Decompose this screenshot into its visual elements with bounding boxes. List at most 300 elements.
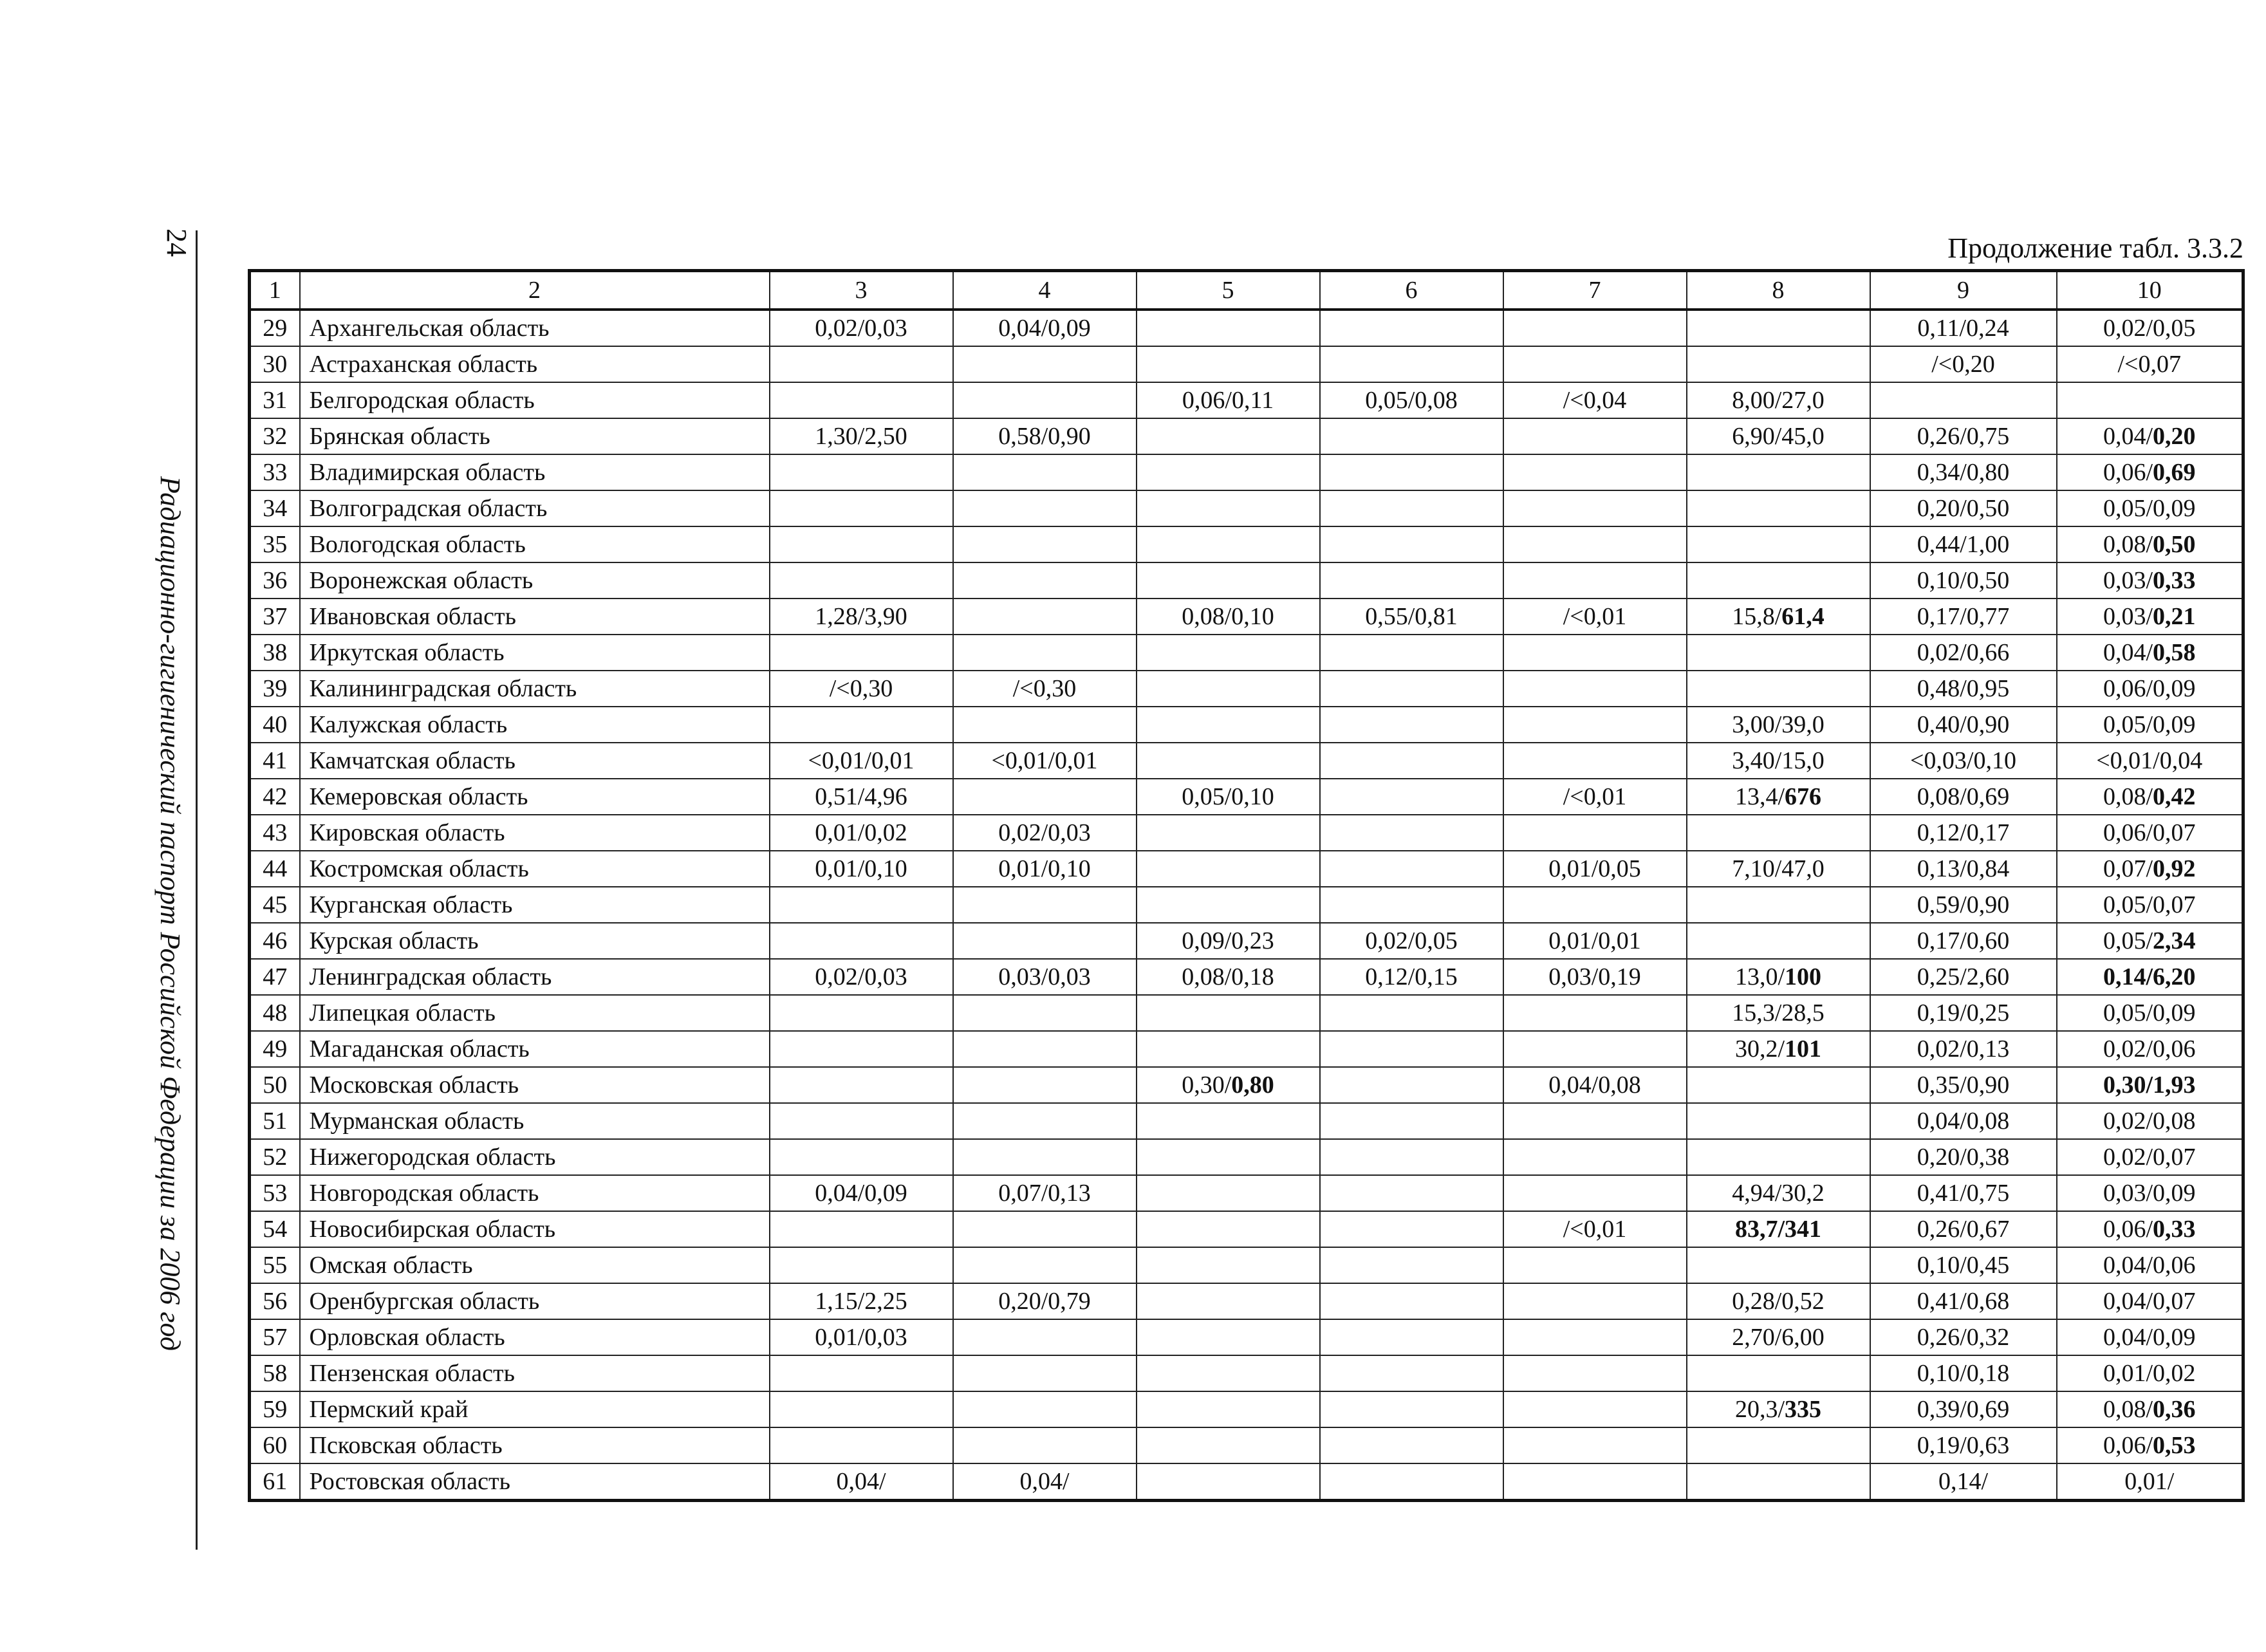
value-cell-col5 (1137, 1139, 1320, 1175)
table-row (250, 1175, 2243, 1211)
value-cell-col3: <0,01/0,01 (770, 743, 953, 779)
value-cell-col4 (953, 995, 1137, 1031)
table-row (250, 1247, 2243, 1283)
value-cell-col6 (1320, 815, 1503, 851)
value-cell-col9: 0,48/0,95 (1870, 671, 2057, 707)
table-row (250, 815, 2243, 851)
column-header: 4 (953, 271, 1137, 310)
value-cell-col5 (1137, 1355, 1320, 1391)
value-cell-col6 (1320, 346, 1503, 382)
table-row (250, 1355, 2243, 1391)
value-cell-col7: /<0,01 (1503, 1211, 1687, 1247)
value-cell-col9: 0,59/0,90 (1870, 887, 2057, 923)
value-cell-col3 (770, 562, 953, 599)
value-cell-col3 (770, 526, 953, 562)
row-number: 57 (250, 1319, 300, 1355)
value-cell-col7 (1503, 562, 1687, 599)
row-number: 42 (250, 779, 300, 815)
value-cell-col5 (1137, 526, 1320, 562)
value-cell-col5 (1137, 1463, 1320, 1501)
value-cell-col3 (770, 1427, 953, 1463)
region-name: Белгородская область (300, 382, 770, 418)
value-cell-col3 (770, 1067, 953, 1103)
value-cell-col5: 0,08/0,18 (1137, 959, 1320, 995)
table-row (250, 995, 2243, 1031)
value-cell-col6 (1320, 1391, 1503, 1427)
value-cell-col7 (1503, 815, 1687, 851)
value-cell-col10: 0,08/0,50 (2057, 526, 2243, 562)
row-number: 59 (250, 1391, 300, 1427)
value-cell-col3: 0,02/0,03 (770, 959, 953, 995)
value-cell-col7 (1503, 1283, 1687, 1319)
value-cell-col7: /<0,01 (1503, 779, 1687, 815)
value-cell-col8 (1687, 671, 1870, 707)
value-cell-col10: 0,08/0,42 (2057, 779, 2243, 815)
column-header: 8 (1687, 271, 1870, 310)
region-name: Камчатская область (300, 743, 770, 779)
value-cell-col6 (1320, 743, 1503, 779)
value-cell-col7 (1503, 1391, 1687, 1427)
value-cell-col7 (1503, 635, 1687, 671)
value-cell-col6 (1320, 1031, 1503, 1067)
value-cell-col5 (1137, 1103, 1320, 1139)
value-cell-col5 (1137, 887, 1320, 923)
value-cell-col6 (1320, 1103, 1503, 1139)
value-cell-col6 (1320, 526, 1503, 562)
column-header: 5 (1137, 271, 1320, 310)
region-name: Волгоградская область (300, 490, 770, 526)
value-cell-col4 (953, 1103, 1137, 1139)
value-cell-col9: 0,17/0,60 (1870, 923, 2057, 959)
value-cell-col7 (1503, 490, 1687, 526)
value-cell-col4 (953, 346, 1137, 382)
table-row (250, 599, 2243, 635)
row-number: 48 (250, 995, 300, 1031)
table-row (250, 959, 2243, 995)
value-cell-col10: /<0,07 (2057, 346, 2243, 382)
value-cell-col3 (770, 635, 953, 671)
value-cell-col7: 0,01/0,05 (1503, 851, 1687, 887)
value-cell-col6 (1320, 562, 1503, 599)
value-cell-col9: 0,20/0,50 (1870, 490, 2057, 526)
value-cell-col5: 0,30/0,80 (1137, 1067, 1320, 1103)
value-cell-col10: 0,06/0,69 (2057, 454, 2243, 490)
value-cell-col4: 0,58/0,90 (953, 418, 1137, 454)
value-cell-col8 (1687, 1355, 1870, 1391)
value-cell-col6 (1320, 851, 1503, 887)
value-cell-col9: 0,17/0,77 (1870, 599, 2057, 635)
value-cell-col10: 0,06/0,53 (2057, 1427, 2243, 1463)
value-cell-col10: 0,04/0,09 (2057, 1319, 2243, 1355)
table-row (250, 562, 2243, 599)
column-header: 10 (2057, 271, 2243, 310)
value-cell-col10: 0,06/0,09 (2057, 671, 2243, 707)
value-cell-col8 (1687, 1427, 1870, 1463)
value-cell-col6 (1320, 454, 1503, 490)
value-cell-col5 (1137, 1211, 1320, 1247)
value-cell-col5: 0,05/0,10 (1137, 779, 1320, 815)
value-cell-col8 (1687, 1067, 1870, 1103)
value-cell-col5 (1137, 995, 1320, 1031)
table-row (250, 671, 2243, 707)
value-cell-col6 (1320, 1319, 1503, 1355)
table-row (250, 382, 2243, 418)
value-cell-col3 (770, 1211, 953, 1247)
value-cell-col4: 0,04/ (953, 1463, 1137, 1501)
value-cell-col9: 0,11/0,24 (1870, 310, 2057, 346)
value-cell-col9: 0,26/0,75 (1870, 418, 2057, 454)
region-name: Псковская область (300, 1427, 770, 1463)
value-cell-col6 (1320, 707, 1503, 743)
table-row (250, 310, 2243, 346)
region-name: Вологодская область (300, 526, 770, 562)
region-name: Брянская область (300, 418, 770, 454)
row-number: 51 (250, 1103, 300, 1139)
value-cell-col5 (1137, 635, 1320, 671)
value-cell-col8 (1687, 562, 1870, 599)
value-cell-col6 (1320, 1211, 1503, 1247)
value-cell-col5 (1137, 707, 1320, 743)
value-cell-col9: 0,44/1,00 (1870, 526, 2057, 562)
value-cell-col4 (953, 382, 1137, 418)
region-name: Кемеровская область (300, 779, 770, 815)
value-cell-col3 (770, 1247, 953, 1283)
region-name: Ленинградская область (300, 959, 770, 995)
row-number: 35 (250, 526, 300, 562)
value-cell-col8 (1687, 346, 1870, 382)
table-row (250, 1211, 2243, 1247)
header-row (250, 271, 2243, 310)
row-number: 30 (250, 346, 300, 382)
value-cell-col10: 0,30/1,93 (2057, 1067, 2243, 1103)
value-cell-col4 (953, 1211, 1137, 1247)
value-cell-col7: 0,04/0,08 (1503, 1067, 1687, 1103)
value-cell-col9: <0,03/0,10 (1870, 743, 2057, 779)
table-row (250, 1463, 2243, 1501)
value-cell-col4 (953, 887, 1137, 923)
row-number: 49 (250, 1031, 300, 1067)
region-name: Владимирская область (300, 454, 770, 490)
value-cell-col8 (1687, 887, 1870, 923)
value-cell-col7 (1503, 707, 1687, 743)
value-cell-col3 (770, 923, 953, 959)
value-cell-col8: 13,0/100 (1687, 959, 1870, 995)
row-number: 52 (250, 1139, 300, 1175)
value-cell-col7: /<0,01 (1503, 599, 1687, 635)
region-name: Курганская область (300, 887, 770, 923)
row-number: 55 (250, 1247, 300, 1283)
column-header: 3 (770, 271, 953, 310)
value-cell-col5 (1137, 418, 1320, 454)
value-cell-col5 (1137, 743, 1320, 779)
value-cell-col4: 0,04/0,09 (953, 310, 1137, 346)
value-cell-col10: 0,06/0,07 (2057, 815, 2243, 851)
table-row (250, 1391, 2243, 1427)
value-cell-col9: 0,14/ (1870, 1463, 2057, 1501)
value-cell-col10: 0,03/0,21 (2057, 599, 2243, 635)
value-cell-col6 (1320, 1463, 1503, 1501)
row-number: 44 (250, 851, 300, 887)
value-cell-col8 (1687, 1463, 1870, 1501)
value-cell-col4 (953, 1427, 1137, 1463)
region-name: Курская область (300, 923, 770, 959)
region-name: Костромская область (300, 851, 770, 887)
value-cell-col8: 8,00/27,0 (1687, 382, 1870, 418)
row-number: 34 (250, 490, 300, 526)
value-cell-col10: 0,05/0,09 (2057, 490, 2243, 526)
value-cell-col5 (1137, 1391, 1320, 1427)
value-cell-col8: 7,10/47,0 (1687, 851, 1870, 887)
value-cell-col9 (1870, 382, 2057, 418)
value-cell-col6 (1320, 310, 1503, 346)
value-cell-col5 (1137, 815, 1320, 851)
value-cell-col9: 0,39/0,69 (1870, 1391, 2057, 1427)
row-number: 32 (250, 418, 300, 454)
value-cell-col8: 30,2/101 (1687, 1031, 1870, 1067)
value-cell-col4: 0,02/0,03 (953, 815, 1137, 851)
value-cell-col9: /<0,20 (1870, 346, 2057, 382)
value-cell-col8: 3,00/39,0 (1687, 707, 1870, 743)
table-row (250, 526, 2243, 562)
table-row (250, 779, 2243, 815)
region-name: Магаданская область (300, 1031, 770, 1067)
value-cell-col9: 0,40/0,90 (1870, 707, 2057, 743)
value-cell-col7 (1503, 310, 1687, 346)
region-name: Архангельская область (300, 310, 770, 346)
data-table (248, 269, 2245, 1502)
region-name: Ростовская область (300, 1463, 770, 1501)
value-cell-col3 (770, 1355, 953, 1391)
value-cell-col7 (1503, 1175, 1687, 1211)
value-cell-col7 (1503, 1247, 1687, 1283)
region-name: Пермский край (300, 1391, 770, 1427)
value-cell-col7 (1503, 418, 1687, 454)
value-cell-col6 (1320, 671, 1503, 707)
value-cell-col6 (1320, 490, 1503, 526)
value-cell-col10: 0,04/0,20 (2057, 418, 2243, 454)
value-cell-col9: 0,41/0,68 (1870, 1283, 2057, 1319)
value-cell-col4 (953, 490, 1137, 526)
value-cell-col6 (1320, 1427, 1503, 1463)
value-cell-col8: 15,3/28,5 (1687, 995, 1870, 1031)
region-name: Калининградская область (300, 671, 770, 707)
value-cell-col6: 0,55/0,81 (1320, 599, 1503, 635)
value-cell-col4 (953, 707, 1137, 743)
value-cell-col7 (1503, 671, 1687, 707)
value-cell-col4: 0,03/0,03 (953, 959, 1137, 995)
table-row (250, 923, 2243, 959)
value-cell-col6: 0,05/0,08 (1320, 382, 1503, 418)
table-row (250, 887, 2243, 923)
region-name: Ивановская область (300, 599, 770, 635)
region-name: Московская область (300, 1067, 770, 1103)
value-cell-col3 (770, 346, 953, 382)
value-cell-col7 (1503, 1463, 1687, 1501)
region-name: Астраханская область (300, 346, 770, 382)
value-cell-col8 (1687, 923, 1870, 959)
value-cell-col3 (770, 995, 953, 1031)
value-cell-col9: 0,26/0,32 (1870, 1319, 2057, 1355)
row-number: 58 (250, 1355, 300, 1391)
value-cell-col4: 0,20/0,79 (953, 1283, 1137, 1319)
value-cell-col4: 0,01/0,10 (953, 851, 1137, 887)
value-cell-col4 (953, 1139, 1137, 1175)
table-row (250, 490, 2243, 526)
value-cell-col5 (1137, 562, 1320, 599)
value-cell-col9: 0,10/0,18 (1870, 1355, 2057, 1391)
running-title: Радиационно-гигиенический паспорт Российской Федерации за 2006 год (154, 476, 186, 1351)
value-cell-col4 (953, 923, 1137, 959)
value-cell-col6 (1320, 635, 1503, 671)
table-caption: Продолжение табл. 3.3.2 (1947, 232, 2243, 264)
value-cell-col9: 0,26/0,67 (1870, 1211, 2057, 1247)
value-cell-col8: 20,3/335 (1687, 1391, 1870, 1427)
value-cell-col3: /<0,30 (770, 671, 953, 707)
value-cell-col6: 0,02/0,05 (1320, 923, 1503, 959)
value-cell-col5 (1137, 346, 1320, 382)
column-header: 9 (1870, 271, 2057, 310)
value-cell-col8 (1687, 310, 1870, 346)
value-cell-col6 (1320, 1139, 1503, 1175)
value-cell-col7: 0,01/0,01 (1503, 923, 1687, 959)
region-name: Новосибирская область (300, 1211, 770, 1247)
value-cell-col9: 0,10/0,50 (1870, 562, 2057, 599)
value-cell-col10: 0,05/0,07 (2057, 887, 2243, 923)
value-cell-col4: 0,07/0,13 (953, 1175, 1137, 1211)
value-cell-col10: 0,05/0,09 (2057, 707, 2243, 743)
table-row (250, 707, 2243, 743)
value-cell-col8: 4,94/30,2 (1687, 1175, 1870, 1211)
value-cell-col3: 0,04/0,09 (770, 1175, 953, 1211)
row-number: 50 (250, 1067, 300, 1103)
value-cell-col4 (953, 779, 1137, 815)
value-cell-col5 (1137, 490, 1320, 526)
value-cell-col3: 1,28/3,90 (770, 599, 953, 635)
region-name: Омская область (300, 1247, 770, 1283)
value-cell-col10: 0,05/0,09 (2057, 995, 2243, 1031)
region-name: Оренбургская область (300, 1283, 770, 1319)
value-cell-col4 (953, 454, 1137, 490)
row-number: 41 (250, 743, 300, 779)
value-cell-col8 (1687, 1139, 1870, 1175)
table-row (250, 1103, 2243, 1139)
region-name: Орловская область (300, 1319, 770, 1355)
value-cell-col6 (1320, 1283, 1503, 1319)
value-cell-col5 (1137, 310, 1320, 346)
value-cell-col4 (953, 526, 1137, 562)
row-number: 29 (250, 310, 300, 346)
table-row (250, 851, 2243, 887)
value-cell-col8 (1687, 490, 1870, 526)
value-cell-col3 (770, 490, 953, 526)
page-number: 24 (161, 228, 192, 257)
value-cell-col8 (1687, 815, 1870, 851)
value-cell-col10: 0,01/ (2057, 1463, 2243, 1501)
value-cell-col9: 0,12/0,17 (1870, 815, 2057, 851)
value-cell-col3: 0,01/0,03 (770, 1319, 953, 1355)
value-cell-col9: 0,08/0,69 (1870, 779, 2057, 815)
value-cell-col4 (953, 562, 1137, 599)
value-cell-col4 (953, 1391, 1137, 1427)
table-row (250, 346, 2243, 382)
value-cell-col5 (1137, 1175, 1320, 1211)
value-cell-col3 (770, 1139, 953, 1175)
value-cell-col5: 0,08/0,10 (1137, 599, 1320, 635)
table-row (250, 1031, 2243, 1067)
region-name: Нижегородская область (300, 1139, 770, 1175)
value-cell-col3 (770, 1031, 953, 1067)
value-cell-col4 (953, 1355, 1137, 1391)
value-cell-col4 (953, 1067, 1137, 1103)
row-number: 43 (250, 815, 300, 851)
value-cell-col9: 0,19/0,25 (1870, 995, 2057, 1031)
value-cell-col8 (1687, 1103, 1870, 1139)
value-cell-col5 (1137, 851, 1320, 887)
row-number: 53 (250, 1175, 300, 1211)
value-cell-col8: 3,40/15,0 (1687, 743, 1870, 779)
row-number: 46 (250, 923, 300, 959)
value-cell-col7 (1503, 346, 1687, 382)
value-cell-col9: 0,04/0,08 (1870, 1103, 2057, 1139)
value-cell-col8: 13,4/676 (1687, 779, 1870, 815)
value-cell-col10: 0,01/0,02 (2057, 1355, 2243, 1391)
value-cell-col6 (1320, 887, 1503, 923)
value-cell-col10: 0,02/0,05 (2057, 310, 2243, 346)
region-name: Мурманская область (300, 1103, 770, 1139)
row-number: 47 (250, 959, 300, 995)
table-row (250, 635, 2243, 671)
value-cell-col10: 0,03/0,33 (2057, 562, 2243, 599)
value-cell-col10: 0,04/0,06 (2057, 1247, 2243, 1283)
row-number: 54 (250, 1211, 300, 1247)
value-cell-col7: 0,03/0,19 (1503, 959, 1687, 995)
row-number: 33 (250, 454, 300, 490)
row-number: 36 (250, 562, 300, 599)
value-cell-col5 (1137, 671, 1320, 707)
value-cell-col7 (1503, 995, 1687, 1031)
value-cell-col7 (1503, 1031, 1687, 1067)
region-name: Новгородская область (300, 1175, 770, 1211)
value-cell-col10: 0,02/0,06 (2057, 1031, 2243, 1067)
value-cell-col10: <0,01/0,04 (2057, 743, 2243, 779)
value-cell-col5 (1137, 1283, 1320, 1319)
value-cell-col6 (1320, 418, 1503, 454)
value-cell-col10: 0,14/6,20 (2057, 959, 2243, 995)
value-cell-col3: 0,01/0,02 (770, 815, 953, 851)
value-cell-col3 (770, 1103, 953, 1139)
row-number: 39 (250, 671, 300, 707)
value-cell-col3 (770, 1391, 953, 1427)
value-cell-col8 (1687, 1247, 1870, 1283)
value-cell-col3: 0,51/4,96 (770, 779, 953, 815)
value-cell-col9: 0,10/0,45 (1870, 1247, 2057, 1283)
value-cell-col4 (953, 1031, 1137, 1067)
column-header: 6 (1320, 271, 1503, 310)
value-cell-col9: 0,19/0,63 (1870, 1427, 2057, 1463)
region-name: Иркутская область (300, 635, 770, 671)
value-cell-col5 (1137, 1319, 1320, 1355)
value-cell-col7 (1503, 743, 1687, 779)
table-row (250, 1139, 2243, 1175)
value-cell-col10: 0,07/0,92 (2057, 851, 2243, 887)
value-cell-col10: 0,04/0,58 (2057, 635, 2243, 671)
table-row (250, 743, 2243, 779)
value-cell-col9: 0,35/0,90 (1870, 1067, 2057, 1103)
value-cell-col5: 0,06/0,11 (1137, 382, 1320, 418)
value-cell-col7 (1503, 526, 1687, 562)
value-cell-col8: 83,7/341 (1687, 1211, 1870, 1247)
value-cell-col7 (1503, 887, 1687, 923)
